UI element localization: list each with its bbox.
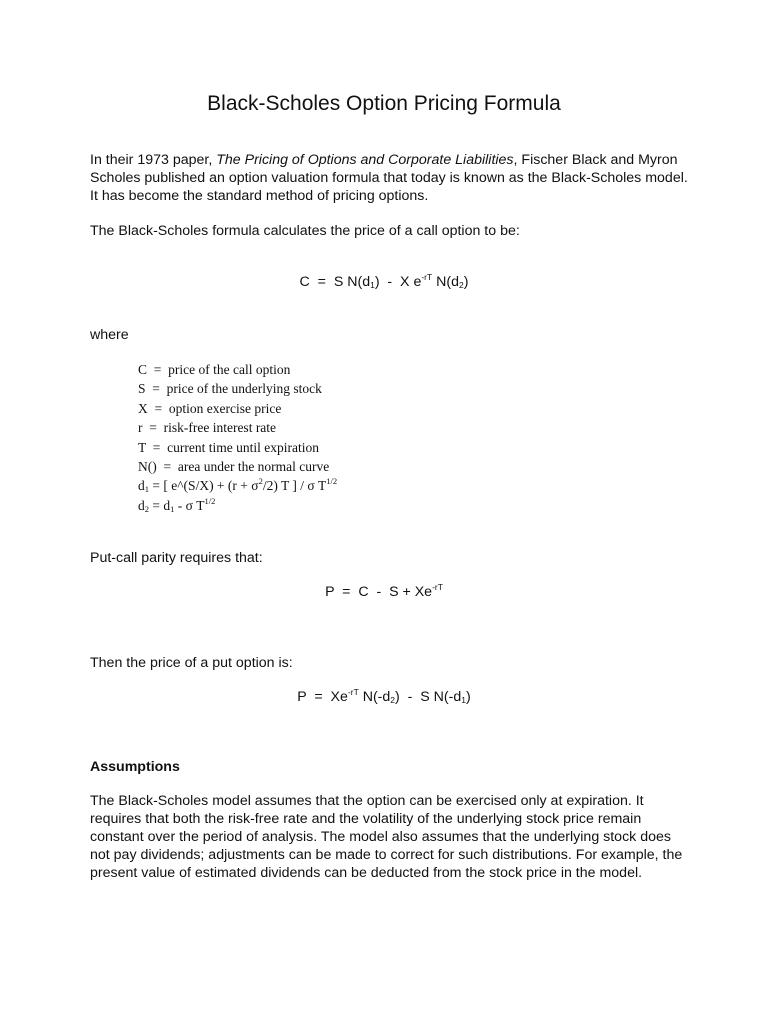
definition-item: N() = area under the normal curve bbox=[138, 458, 330, 474]
d2-sup: 1/2 bbox=[204, 495, 216, 506]
d2-sub: 1 bbox=[170, 503, 175, 514]
definition-item: X = option exercise price bbox=[138, 400, 282, 416]
page-title: Black-Scholes Option Pricing Formula bbox=[207, 92, 561, 115]
d1-definition bbox=[138, 476, 638, 495]
call-formula-sup: -rT bbox=[421, 272, 433, 282]
call-formula-sub: 2 bbox=[459, 280, 464, 290]
parity-intro-text: Put-call parity requires that: bbox=[90, 550, 263, 566]
put-formula-sub: 2 bbox=[390, 695, 396, 705]
d2-sub: 2 bbox=[144, 503, 149, 514]
call-formula-part: ) bbox=[463, 274, 469, 290]
parity-formula bbox=[0, 583, 768, 601]
definition-list bbox=[138, 360, 638, 515]
put-formula-part: ) - S N(-d bbox=[395, 689, 462, 705]
call-formula-part: C = S N(d bbox=[299, 274, 371, 290]
put-formula-part: ) bbox=[465, 689, 471, 705]
call-formula-part: N(d bbox=[432, 274, 460, 290]
d1-sup: 2 bbox=[258, 476, 263, 487]
parity-formula-part: P = C - S + Xe bbox=[325, 584, 433, 600]
assumptions-paragraph: The Black-Scholes model assumes that the option can be exercised only at expiration. It requires that both the risk-free rate and the volatility of the underlying stock price remain constant over the period of analysis. The model also assumes that the underlying stock does not pay dividends; adjustments can be made to correct for such distributions. For example, the present value of estimated dividends can be deducted from the stock price in the model. bbox=[90, 793, 683, 881]
d1-sub: 1 bbox=[144, 484, 149, 495]
call-intro-text: The Black-Scholes formula calculates the price of a call option to be: bbox=[90, 223, 520, 239]
paper-title: The Pricing of Options and Corporate Liabilities bbox=[216, 152, 514, 168]
d1-part: d bbox=[138, 478, 145, 494]
parity-formula-sup: -rT bbox=[432, 582, 443, 592]
put-intro-text: Then the price of a put option is: bbox=[90, 655, 293, 671]
put-formula bbox=[0, 688, 768, 706]
definition-item: r = risk-free interest rate bbox=[138, 420, 277, 436]
definition-item: T = current time until expiration bbox=[138, 439, 319, 455]
d2-part: d bbox=[138, 497, 145, 513]
assumptions-heading: Assumptions bbox=[90, 759, 180, 775]
intro-text-after: , Fischer Black and Myron Scholes published an option valuation formula that today is known as the Black-Scholes model. It has become the standard method of pricing options. bbox=[90, 152, 688, 204]
put-formula-sup: -rT bbox=[347, 687, 359, 697]
intro-text-before: In their 1973 paper, bbox=[90, 152, 217, 168]
call-formula-part: ) - X e bbox=[374, 274, 422, 290]
definition-item: C = price of the call option bbox=[138, 362, 291, 377]
call-formula-sub: 1 bbox=[370, 280, 375, 290]
d1-part: /2) T ] / σ T bbox=[262, 478, 327, 494]
d2-definition bbox=[138, 496, 638, 515]
d1-part: = [ e^(S/X) + (r + σ bbox=[149, 478, 259, 494]
put-formula-sub: 1 bbox=[461, 695, 466, 705]
call-formula bbox=[0, 273, 768, 291]
put-formula-part: P = Xe bbox=[297, 689, 348, 705]
d2-part: - σ T bbox=[174, 497, 205, 513]
where-label: where bbox=[90, 327, 129, 343]
intro-paragraph bbox=[90, 151, 690, 205]
put-formula-part: N(-d bbox=[358, 689, 391, 705]
definition-item: S = price of the underlying stock bbox=[138, 381, 322, 397]
d2-part: = d bbox=[149, 497, 171, 513]
d1-sup: 1/2 bbox=[326, 476, 338, 487]
